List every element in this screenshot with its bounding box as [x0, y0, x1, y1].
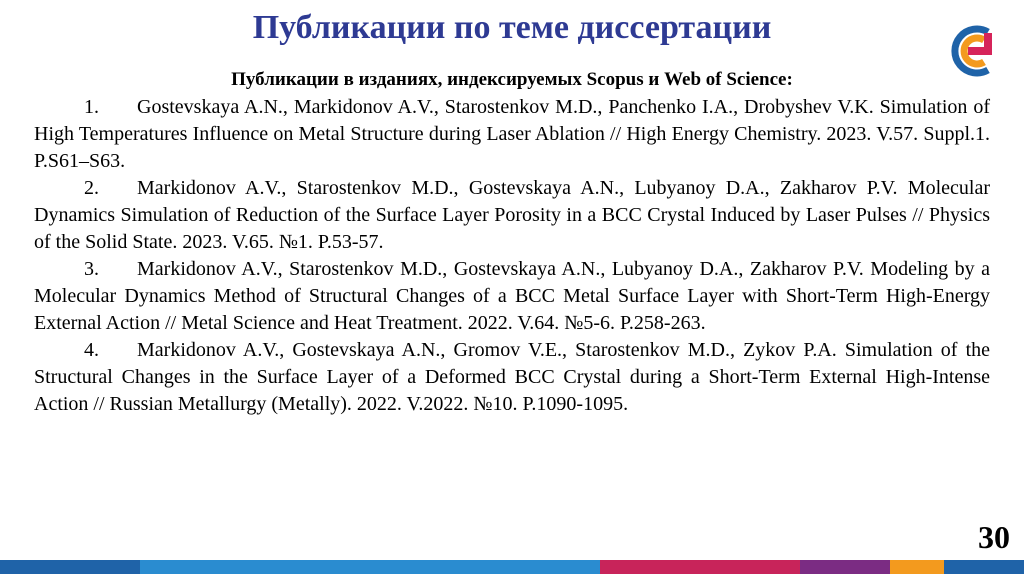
footer-color-bar	[0, 560, 1024, 574]
page-number: 30	[978, 519, 1010, 555]
publication-text: Markidonov A.V., Gostevskaya A.N., Gromov V.E., Starostenkov M.D., Zykov P.A. Simulation of the Structural Changes in the Surface Layer of a Deformed BCC Crystal during a Short-Term External High-Intense Action // Russian Metallurgy (Metally). 2022. V.2022. №10. P.1090-1095.	[34, 339, 990, 415]
publication-list	[34, 94, 990, 418]
footer-segment	[890, 560, 944, 574]
footer-segment	[600, 560, 800, 574]
publication-number: 2.	[84, 177, 99, 199]
publication-number: 4.	[84, 339, 99, 361]
publication-item	[34, 337, 990, 418]
publication-item	[34, 175, 990, 256]
publication-text: Gostevskaya A.N., Markidonov A.V., Starostenkov M.D., Panchenko I.A., Drobyshev V.K. Simulation of High Temperatures Influence on Metal Structure during Laser Ablation // High Energy Chemistry. 2023. V.57. Suppl.1. P.S61–S63.	[34, 96, 990, 172]
publications-subheading: Публикации в изданиях, индексируемых Scopus и Web of Science:	[231, 69, 793, 90]
publication-number: 1.	[84, 96, 99, 118]
footer-segment	[140, 560, 600, 574]
slide-title: Публикации по теме диссертации	[252, 9, 772, 46]
publication-number: 3.	[84, 258, 99, 280]
publication-text: Markidonov A.V., Starostenkov M.D., Gostevskaya A.N., Lubyanoy D.A., Zakharov P.V. Molecular Dynamics Simulation of Reduction of the Surface Layer Porosity in a BCC Crystal Induced by Laser Pulses // Physics of the Solid State. 2023. V.65. №1. P.53-57.	[34, 177, 990, 253]
publication-text: Markidonov A.V., Starostenkov M.D., Gostevskaya A.N., Lubyanoy D.A., Zakharov P.V. Modeling by a Molecular Dynamics Method of Structural Changes of a BCC Metal Surface Layer with Short-Term High-Energy External Action // Metal Science and Heat Treatment. 2022. V.64. №5-6. P.258-263.	[34, 258, 990, 334]
publication-item	[34, 256, 990, 337]
footer-segment	[800, 560, 890, 574]
footer-segment	[0, 560, 140, 574]
publication-item	[34, 94, 990, 175]
footer-segment	[944, 560, 1024, 574]
